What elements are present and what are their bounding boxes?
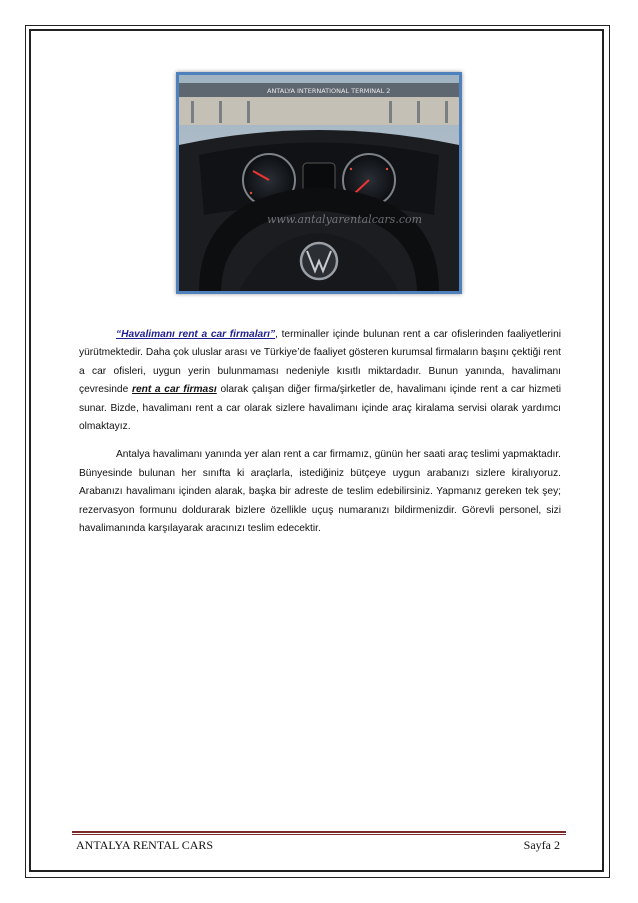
paragraph-2: Antalya havalimanı yanında yer alan rent a car firmamız, günün her saati araç teslimi yapmaktadır. Bünyesinde bulunan her sınıfta ki araçlarla, istediğiniz bütçeye uygun arabanızı sizlere kiralıyoruz. Arabanızı havalimanı içinden alarak, başka bir adreste de teslim edebilirsiniz. Yapmanız gereken tek şey; rezervasyon formunu doldurarak bizlere özellikle uçuş numaranızı bildirmenizdir. Görevli personel, sizi havalimanında karşılayarak aracınızı teslim edecektir. — [79, 449, 561, 535]
footer-company-name: ANTALYA RENTAL CARS — [76, 838, 214, 852]
footer-rule-thin — [72, 834, 566, 835]
terminal-sign-text: ANTALYA INTERNATIONAL TERMINAL 2 — [267, 87, 391, 95]
body-text — [79, 326, 561, 548]
footer-page-number: Sayfa 2 — [523, 838, 560, 852]
emphasized-link-phrase[interactable]: rent a car firması — [131, 384, 217, 396]
paragraph-1-text-b: olarak çalışan diğer firma/şirketler de, havalimanı içinde rent a car hizmeti sunar. Bizde, havalimanı rent a car olarak sizlere havalimanı içinde araç kiralama servisi olarak yardımcı olmaktayız. — [79, 384, 562, 433]
highlighted-link-phrase[interactable]: “Havalimanı rent a car firmaları” — [116, 329, 276, 340]
paragraph-1-text-a: , terminaller içinde bulunan rent a car ofislerinden faaliyetlerini yürütmektedir. Daha çok uluslar arası ve Türkiye’de faaliyet gösteren kurumsal firmaların başını çektiği rent a car ofisleri, uygun yerin bulunmaması nedeniyle kısıtlı miktardadır. Bunun yanında, havalimanı çevresinde — [79, 329, 562, 396]
footer-rule-thick — [72, 831, 566, 833]
car-dashboard-photo — [176, 72, 462, 294]
paragraph-1 — [79, 326, 561, 436]
watermark-text: www.antalyarentalcars.com — [267, 213, 423, 226]
